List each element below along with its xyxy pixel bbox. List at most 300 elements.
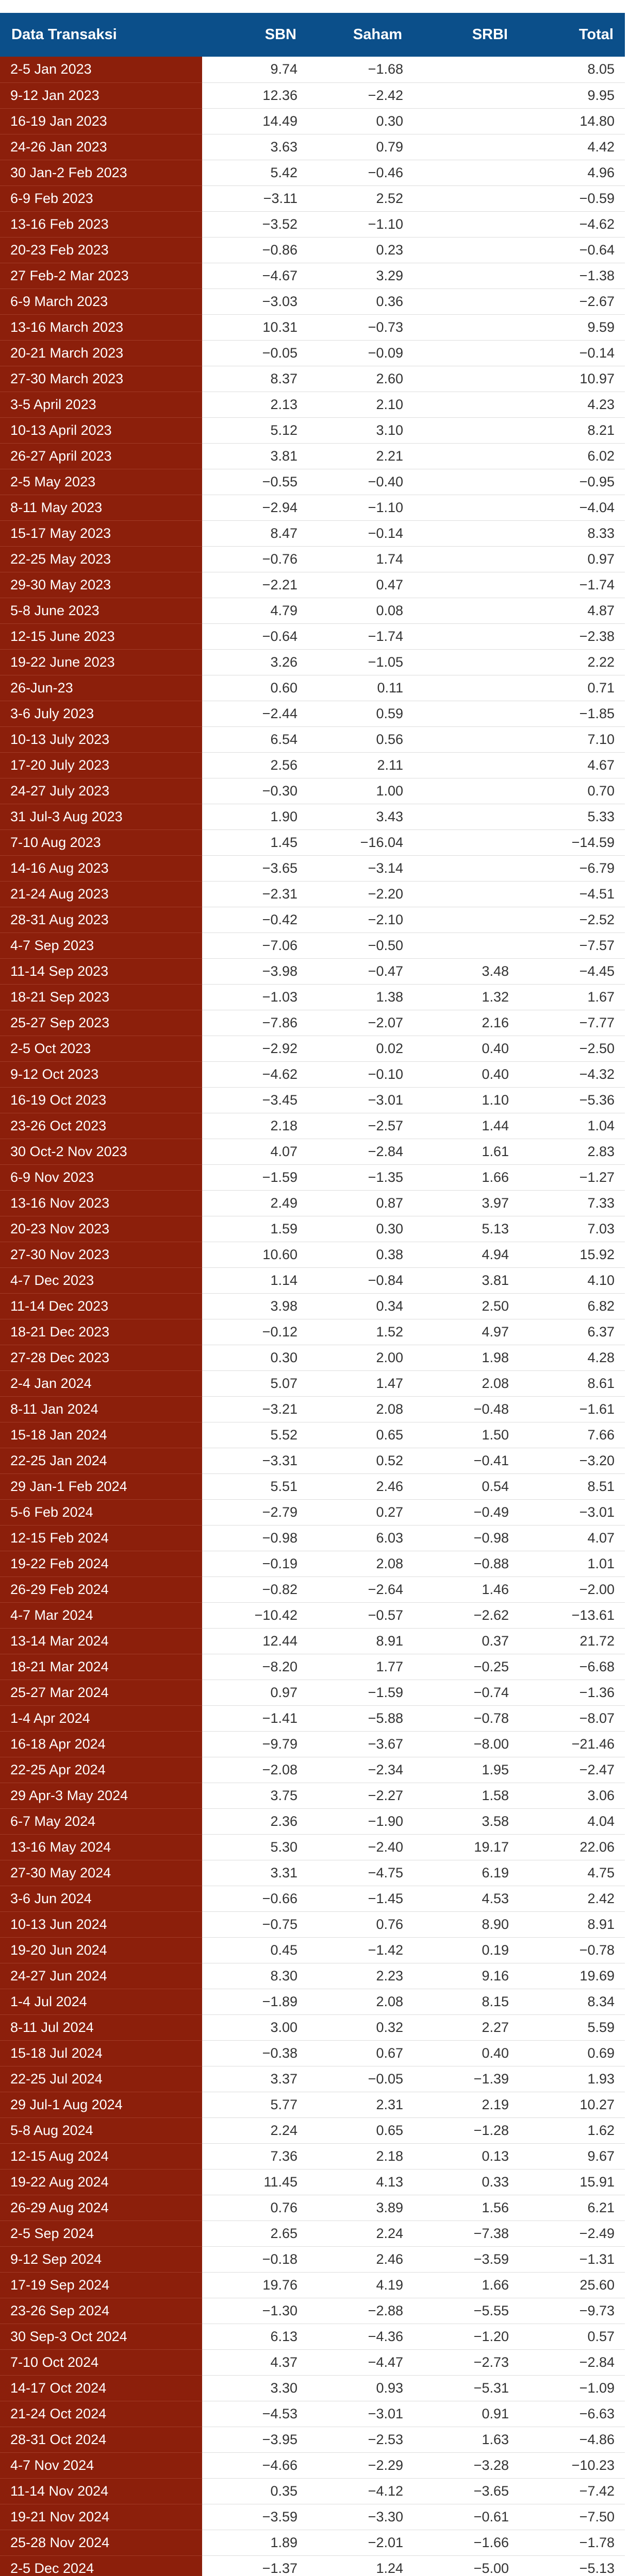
cell-date: 20-23 Nov 2023 — [0, 1216, 202, 1242]
cell-sbn: −2.79 — [202, 1499, 308, 1525]
cell-date: 27 Feb-2 Mar 2023 — [0, 263, 202, 289]
cell-saham: 2.11 — [308, 752, 413, 778]
cell-saham: 0.23 — [308, 237, 413, 263]
cell-srbi: −0.25 — [413, 1654, 519, 1680]
cell-sbn: 0.30 — [202, 1345, 308, 1370]
cell-srbi: −0.98 — [413, 1525, 519, 1551]
cell-date: 15-17 May 2023 — [0, 520, 202, 546]
table-row — [0, 1087, 625, 1113]
cell-saham: −0.09 — [308, 340, 413, 366]
cell-date: 24-26 Jan 2023 — [0, 134, 202, 160]
cell-sbn: −7.06 — [202, 933, 308, 958]
cell-sbn: 4.79 — [202, 598, 308, 623]
cell-total: −4.04 — [519, 495, 625, 520]
cell-saham: 2.60 — [308, 366, 413, 392]
cell-total: −3.20 — [519, 1448, 625, 1473]
cell-total: −4.45 — [519, 958, 625, 984]
table-row — [0, 1345, 625, 1370]
cell-total: 8.91 — [519, 1911, 625, 1937]
cell-date: 13-16 Feb 2023 — [0, 211, 202, 237]
cell-sbn: −3.65 — [202, 855, 308, 881]
cell-sbn: 3.30 — [202, 2375, 308, 2401]
cell-srbi: 0.40 — [413, 2040, 519, 2066]
cell-sbn: 5.52 — [202, 1422, 308, 1448]
cell-sbn: 6.13 — [202, 2324, 308, 2349]
cell-sbn: −1.89 — [202, 1989, 308, 2014]
cell-sbn: 5.77 — [202, 2092, 308, 2117]
cell-sbn: 19.76 — [202, 2272, 308, 2298]
cell-total: 19.69 — [519, 1963, 625, 1989]
table-row — [0, 958, 625, 984]
cell-date: 18-21 Dec 2023 — [0, 1319, 202, 1345]
table-row — [0, 1860, 625, 1886]
cell-total: 8.51 — [519, 1473, 625, 1499]
cell-sbn: −4.62 — [202, 1061, 308, 1087]
cell-date: 3-6 Jun 2024 — [0, 1886, 202, 1911]
cell-sbn: 3.63 — [202, 134, 308, 160]
cell-srbi: 2.27 — [413, 2014, 519, 2040]
cell-saham: −1.45 — [308, 1886, 413, 1911]
cell-total: −6.68 — [519, 1654, 625, 1680]
cell-date: 26-Jun-23 — [0, 675, 202, 701]
cell-sbn: −9.79 — [202, 1731, 308, 1757]
cell-srbi: −8.00 — [413, 1731, 519, 1757]
cell-saham: 2.08 — [308, 1551, 413, 1577]
cell-date: 10-13 July 2023 — [0, 726, 202, 752]
cell-srbi: 0.54 — [413, 1473, 519, 1499]
cell-saham: 1.47 — [308, 1370, 413, 1396]
cell-sbn: 8.30 — [202, 1963, 308, 1989]
cell-total: −0.14 — [519, 340, 625, 366]
cell-sbn: −2.94 — [202, 495, 308, 520]
cell-saham: 1.52 — [308, 1319, 413, 1345]
column-header-data-transaksi[interactable]: Data Transaksi — [0, 13, 202, 57]
cell-srbi — [413, 598, 519, 623]
cell-sbn: −10.42 — [202, 1602, 308, 1628]
cell-sbn: 4.37 — [202, 2349, 308, 2375]
cell-sbn: 12.44 — [202, 1628, 308, 1654]
cell-sbn: 5.07 — [202, 1370, 308, 1396]
cell-sbn: 5.12 — [202, 417, 308, 443]
cell-sbn: −3.52 — [202, 211, 308, 237]
cell-total: −4.51 — [519, 881, 625, 907]
cell-date: 27-28 Dec 2023 — [0, 1345, 202, 1370]
cell-srbi — [413, 263, 519, 289]
cell-sbn: −3.31 — [202, 1448, 308, 1473]
cell-srbi: −0.41 — [413, 1448, 519, 1473]
cell-total: 4.04 — [519, 1808, 625, 1834]
table-row — [0, 1911, 625, 1937]
cell-sbn: 3.75 — [202, 1783, 308, 1808]
cell-total: 1.04 — [519, 1113, 625, 1139]
cell-sbn: −0.38 — [202, 2040, 308, 2066]
table-row — [0, 1061, 625, 1087]
table-row — [0, 1834, 625, 1860]
cell-date: 15-18 Jul 2024 — [0, 2040, 202, 2066]
cell-total: −4.62 — [519, 211, 625, 237]
cell-saham: −1.10 — [308, 495, 413, 520]
cell-sbn: 2.24 — [202, 2117, 308, 2143]
cell-total: −1.27 — [519, 1164, 625, 1190]
cell-saham: 0.32 — [308, 2014, 413, 2040]
cell-total: −2.47 — [519, 1757, 625, 1783]
cell-srbi: −1.20 — [413, 2324, 519, 2349]
column-header-total[interactable]: Total — [519, 13, 625, 57]
cell-srbi: 0.33 — [413, 2169, 519, 2195]
cell-saham: 0.02 — [308, 1036, 413, 1061]
cell-saham: −0.57 — [308, 1602, 413, 1628]
cell-date: 18-21 Mar 2024 — [0, 1654, 202, 1680]
cell-sbn: 2.56 — [202, 752, 308, 778]
cell-saham: 0.08 — [308, 598, 413, 623]
cell-sbn: 5.42 — [202, 160, 308, 185]
cell-total: 3.06 — [519, 1783, 625, 1808]
cell-srbi: −3.59 — [413, 2246, 519, 2272]
cell-saham: −0.40 — [308, 469, 413, 495]
cell-saham: 0.27 — [308, 1499, 413, 1525]
cell-srbi: −7.38 — [413, 2221, 519, 2246]
table-row — [0, 314, 625, 340]
table-row — [0, 1473, 625, 1499]
cell-date: 26-27 April 2023 — [0, 443, 202, 469]
table-row — [0, 2246, 625, 2272]
cell-sbn: −2.21 — [202, 572, 308, 598]
table-row — [0, 1139, 625, 1164]
cell-srbi — [413, 134, 519, 160]
cell-saham: −5.88 — [308, 1705, 413, 1731]
cell-sbn: −1.41 — [202, 1705, 308, 1731]
cell-saham: 0.30 — [308, 108, 413, 134]
cell-saham: −2.10 — [308, 907, 413, 933]
table-row — [0, 2401, 625, 2427]
cell-saham: 0.76 — [308, 1911, 413, 1937]
header-row — [0, 13, 625, 57]
cell-total: 0.97 — [519, 546, 625, 572]
table-row — [0, 82, 625, 108]
cell-date: 29 Jan-1 Feb 2024 — [0, 1473, 202, 1499]
cell-total: −2.84 — [519, 2349, 625, 2375]
cell-total: −7.50 — [519, 2504, 625, 2530]
cell-saham: −1.59 — [308, 1680, 413, 1705]
cell-date: 23-26 Sep 2024 — [0, 2298, 202, 2324]
cell-total: −9.73 — [519, 2298, 625, 2324]
cell-saham: −3.30 — [308, 2504, 413, 2530]
cell-srbi — [413, 443, 519, 469]
cell-date: 30 Sep-3 Oct 2024 — [0, 2324, 202, 2349]
cell-total: −1.09 — [519, 2375, 625, 2401]
table-row — [0, 2530, 625, 2555]
cell-sbn: 1.14 — [202, 1267, 308, 1293]
table-row — [0, 855, 625, 881]
cell-date: 6-9 Feb 2023 — [0, 185, 202, 211]
table-row — [0, 1602, 625, 1628]
cell-saham: 3.43 — [308, 804, 413, 829]
table-row — [0, 185, 625, 211]
cell-srbi: −0.61 — [413, 2504, 519, 2530]
cell-saham: −4.75 — [308, 1860, 413, 1886]
cell-date: 28-31 Oct 2024 — [0, 2427, 202, 2452]
cell-srbi: 3.48 — [413, 958, 519, 984]
cell-saham: −2.40 — [308, 1834, 413, 1860]
cell-sbn: −3.21 — [202, 1396, 308, 1422]
cell-sbn: 3.26 — [202, 649, 308, 675]
table-row — [0, 701, 625, 726]
cell-sbn: 2.65 — [202, 2221, 308, 2246]
cell-srbi — [413, 701, 519, 726]
cell-srbi — [413, 185, 519, 211]
cell-sbn: 3.98 — [202, 1293, 308, 1319]
table-row — [0, 1783, 625, 1808]
data-table — [0, 13, 625, 2576]
cell-date: 31 Jul-3 Aug 2023 — [0, 804, 202, 829]
cell-sbn: −2.08 — [202, 1757, 308, 1783]
cell-date: 19-21 Nov 2024 — [0, 2504, 202, 2530]
cell-saham: −2.53 — [308, 2427, 413, 2452]
table-row — [0, 2427, 625, 2452]
cell-srbi: 1.63 — [413, 2427, 519, 2452]
cell-date: 3-5 April 2023 — [0, 392, 202, 417]
cell-date: 20-21 March 2023 — [0, 340, 202, 366]
cell-total: 10.27 — [519, 2092, 625, 2117]
table-row — [0, 1242, 625, 1267]
cell-date: 4-7 Nov 2024 — [0, 2452, 202, 2478]
cell-sbn: 2.13 — [202, 392, 308, 417]
cell-sbn: −0.98 — [202, 1525, 308, 1551]
cell-saham: −4.47 — [308, 2349, 413, 2375]
cell-total: 4.75 — [519, 1860, 625, 1886]
cell-srbi: 6.19 — [413, 1860, 519, 1886]
table-row — [0, 2504, 625, 2530]
cell-sbn: −3.45 — [202, 1087, 308, 1113]
table-row — [0, 907, 625, 933]
table-row — [0, 881, 625, 907]
cell-date: 23-26 Oct 2023 — [0, 1113, 202, 1139]
table-row — [0, 2117, 625, 2143]
cell-date: 11-14 Nov 2024 — [0, 2478, 202, 2504]
cell-date: 19-22 June 2023 — [0, 649, 202, 675]
cell-date: 25-27 Sep 2023 — [0, 1010, 202, 1036]
cell-total: 0.57 — [519, 2324, 625, 2349]
cell-total: 0.71 — [519, 675, 625, 701]
cell-srbi: 8.90 — [413, 1911, 519, 1937]
cell-total: −10.23 — [519, 2452, 625, 2478]
table-row — [0, 1164, 625, 1190]
cell-saham: −3.14 — [308, 855, 413, 881]
cell-total: 6.02 — [519, 443, 625, 469]
table-row — [0, 649, 625, 675]
cell-srbi: 3.58 — [413, 1808, 519, 1834]
cell-srbi — [413, 314, 519, 340]
cell-total: −8.07 — [519, 1705, 625, 1731]
cell-total: −0.78 — [519, 1937, 625, 1963]
table-row — [0, 1396, 625, 1422]
cell-date: 28-31 Aug 2023 — [0, 907, 202, 933]
cell-saham: −2.42 — [308, 82, 413, 108]
column-header-srbi[interactable]: SRBI — [413, 13, 519, 57]
table-row — [0, 520, 625, 546]
cell-total: −2.00 — [519, 1577, 625, 1602]
table-row — [0, 57, 625, 82]
table-row — [0, 726, 625, 752]
cell-sbn: 11.45 — [202, 2169, 308, 2195]
cell-date: 8-11 Jul 2024 — [0, 2014, 202, 2040]
cell-total: −4.86 — [519, 2427, 625, 2452]
cell-total: 2.42 — [519, 1886, 625, 1911]
cell-saham: −16.04 — [308, 829, 413, 855]
cell-sbn: −3.98 — [202, 958, 308, 984]
cell-saham: −3.67 — [308, 1731, 413, 1757]
cell-date: 15-18 Jan 2024 — [0, 1422, 202, 1448]
cell-srbi — [413, 881, 519, 907]
cell-saham: −2.34 — [308, 1757, 413, 1783]
cell-saham: 0.11 — [308, 675, 413, 701]
cell-sbn: 5.30 — [202, 1834, 308, 1860]
cell-total: 8.34 — [519, 1989, 625, 2014]
cell-saham: 3.10 — [308, 417, 413, 443]
cell-total: 8.05 — [519, 57, 625, 82]
table-row — [0, 1267, 625, 1293]
cell-saham: 1.00 — [308, 778, 413, 804]
cell-date: 18-21 Sep 2023 — [0, 984, 202, 1010]
cell-srbi — [413, 572, 519, 598]
cell-total: −14.59 — [519, 829, 625, 855]
cell-sbn: 1.59 — [202, 1216, 308, 1242]
cell-saham: 0.79 — [308, 134, 413, 160]
cell-sbn: −7.86 — [202, 1010, 308, 1036]
cell-saham: 1.38 — [308, 984, 413, 1010]
cell-sbn: −4.67 — [202, 263, 308, 289]
table-row — [0, 2375, 625, 2401]
cell-srbi: 0.37 — [413, 1628, 519, 1654]
cell-total: −1.78 — [519, 2530, 625, 2555]
cell-srbi: 8.15 — [413, 1989, 519, 2014]
cell-date: 29 Apr-3 May 2024 — [0, 1783, 202, 1808]
cell-date: 2-5 Sep 2024 — [0, 2221, 202, 2246]
table-row — [0, 2324, 625, 2349]
cell-sbn: 2.49 — [202, 1190, 308, 1216]
cell-date: 5-6 Feb 2024 — [0, 1499, 202, 1525]
cell-saham: 3.89 — [308, 2195, 413, 2221]
cell-sbn: 1.45 — [202, 829, 308, 855]
cell-srbi: 2.08 — [413, 1370, 519, 1396]
cell-srbi: 19.17 — [413, 1834, 519, 1860]
table-row — [0, 2040, 625, 2066]
table-row — [0, 1293, 625, 1319]
column-header-saham[interactable]: Saham — [308, 13, 413, 57]
cell-total: 7.33 — [519, 1190, 625, 1216]
table-row — [0, 495, 625, 520]
cell-sbn: 2.36 — [202, 1808, 308, 1834]
cell-total: −6.63 — [519, 2401, 625, 2427]
column-header-sbn[interactable]: SBN — [202, 13, 308, 57]
cell-srbi: 1.44 — [413, 1113, 519, 1139]
cell-total: −0.95 — [519, 469, 625, 495]
cell-date: 16-19 Jan 2023 — [0, 108, 202, 134]
cell-total: 9.59 — [519, 314, 625, 340]
cell-srbi: 1.58 — [413, 1783, 519, 1808]
table-row — [0, 108, 625, 134]
cell-saham: 0.65 — [308, 2117, 413, 2143]
cell-date: 7-10 Oct 2024 — [0, 2349, 202, 2375]
table-row — [0, 2221, 625, 2246]
cell-srbi: 0.19 — [413, 1937, 519, 1963]
cell-srbi — [413, 778, 519, 804]
cell-total: 2.22 — [519, 649, 625, 675]
cell-date: 25-27 Mar 2024 — [0, 1680, 202, 1705]
cell-sbn: −2.31 — [202, 881, 308, 907]
cell-total: −2.38 — [519, 623, 625, 649]
table-row — [0, 1757, 625, 1783]
cell-saham: −3.01 — [308, 1087, 413, 1113]
cell-srbi: −1.28 — [413, 2117, 519, 2143]
cell-srbi: 2.19 — [413, 2092, 519, 2117]
cell-total: 6.37 — [519, 1319, 625, 1345]
cell-sbn: −0.76 — [202, 546, 308, 572]
cell-saham: −1.68 — [308, 57, 413, 82]
cell-srbi: −1.39 — [413, 2066, 519, 2092]
cell-saham: 6.03 — [308, 1525, 413, 1551]
cell-saham: 0.56 — [308, 726, 413, 752]
cell-sbn: −1.37 — [202, 2555, 308, 2576]
cell-saham: −4.12 — [308, 2478, 413, 2504]
cell-date: 7-10 Aug 2023 — [0, 829, 202, 855]
cell-saham: 2.23 — [308, 1963, 413, 1989]
cell-date: 26-29 Feb 2024 — [0, 1577, 202, 1602]
cell-total: 1.67 — [519, 984, 625, 1010]
cell-sbn: −0.42 — [202, 907, 308, 933]
table-row — [0, 469, 625, 495]
cell-srbi: 1.66 — [413, 2272, 519, 2298]
cell-srbi — [413, 82, 519, 108]
cell-srbi: −5.00 — [413, 2555, 519, 2576]
cell-saham: 0.59 — [308, 701, 413, 726]
cell-date: 19-22 Aug 2024 — [0, 2169, 202, 2195]
cell-total: −1.36 — [519, 1680, 625, 1705]
cell-saham: −2.29 — [308, 2452, 413, 2478]
table-row — [0, 2478, 625, 2504]
cell-saham: 2.18 — [308, 2143, 413, 2169]
cell-srbi: −0.78 — [413, 1705, 519, 1731]
cell-srbi: 1.46 — [413, 1577, 519, 1602]
cell-date: 1-4 Jul 2024 — [0, 1989, 202, 2014]
cell-date: 5-8 June 2023 — [0, 598, 202, 623]
cell-sbn: 3.81 — [202, 443, 308, 469]
cell-sbn: −1.03 — [202, 984, 308, 1010]
cell-sbn: 1.89 — [202, 2530, 308, 2555]
table-row — [0, 2298, 625, 2324]
cell-date: 6-9 Nov 2023 — [0, 1164, 202, 1190]
cell-sbn: −0.55 — [202, 469, 308, 495]
cell-total: −1.74 — [519, 572, 625, 598]
table-row — [0, 1705, 625, 1731]
cell-date: 12-15 Feb 2024 — [0, 1525, 202, 1551]
cell-date: 17-19 Sep 2024 — [0, 2272, 202, 2298]
cell-saham: −0.05 — [308, 2066, 413, 2092]
cell-srbi — [413, 675, 519, 701]
cell-saham: −1.05 — [308, 649, 413, 675]
cell-saham: −2.27 — [308, 1783, 413, 1808]
cell-total: 15.91 — [519, 2169, 625, 2195]
cell-sbn: 0.35 — [202, 2478, 308, 2504]
cell-date: 14-17 Oct 2024 — [0, 2375, 202, 2401]
table-row — [0, 1731, 625, 1757]
cell-saham: −2.88 — [308, 2298, 413, 2324]
cell-total: 4.42 — [519, 134, 625, 160]
table-row — [0, 2195, 625, 2221]
cell-date: 24-27 Jun 2024 — [0, 1963, 202, 1989]
cell-srbi — [413, 726, 519, 752]
cell-saham: −0.46 — [308, 160, 413, 185]
